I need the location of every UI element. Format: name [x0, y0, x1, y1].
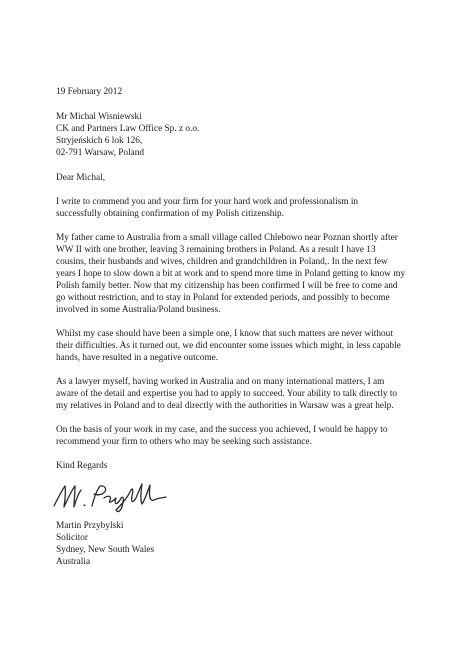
paragraph-line: I write to commend you and your firm for your hard work and professionalism in	[56, 197, 359, 207]
letter-body	[56, 86, 436, 568]
closing: Kind Regards	[56, 461, 108, 471]
recipient-name: Mr Michal Wisniewski	[56, 112, 142, 122]
paragraph-line: As a lawyer myself, having worked in Australia and on many international matters, I am	[56, 377, 385, 387]
paragraph-line: involved in some Australia/Poland business.	[56, 305, 221, 315]
handwritten-signature	[50, 476, 170, 516]
paragraph-family-background	[56, 232, 436, 316]
recipient-firm: CK and Partners Law Office Sp. z o.o.	[56, 124, 200, 134]
paragraph-line: On the basis of your work in my case, and the success you achieved, I would be happy to	[56, 425, 388, 435]
paragraph-line: successfully obtaining confirmation of my Polish citizenship.	[56, 209, 284, 219]
paragraph-line: cousins, their husbands and wives, children and grandchildren in Poland,. In the next few	[56, 257, 388, 267]
paragraph-line: Whilst my case should have been a simple one, I know that such matters are never without	[56, 329, 393, 339]
signer-city: Sydney, New South Wales	[56, 545, 155, 555]
letter-date: 19 February 2012	[56, 87, 123, 97]
paragraph-line: their difficulties. As it turned out, we did encounter some issues which might, in less capable	[56, 341, 401, 351]
paragraph-line: years I hope to slow down a bit at work and to spend more time in Poland getting to know my	[56, 269, 406, 279]
paragraph-line: WW II with one brother, leaving 3 remaining brothers in Poland. As a result I have 13	[56, 245, 376, 255]
paragraph-expertise	[56, 376, 436, 412]
paragraph-recommendation	[56, 424, 436, 448]
signer-block	[56, 520, 436, 568]
paragraph-difficulties	[56, 328, 436, 364]
recipient-city: 02-791 Warsaw, Poland	[56, 148, 145, 158]
salutation: Dear Michal,	[56, 173, 106, 183]
recipient-address	[56, 111, 436, 159]
paragraph-commendation	[56, 196, 436, 220]
paragraph-line: hands, have resulted in a negative outcome.	[56, 353, 219, 363]
signer-title: Solicitor	[56, 533, 89, 543]
paragraph-line: recommend your firm to others who may be seeking such assistance.	[56, 437, 312, 447]
recipient-street: Stryjeńskich 6 lok 126,	[56, 136, 143, 146]
paragraph-line: aware of the detail and expertise you had to apply to succeed. Your ability to talk directly to	[56, 389, 398, 399]
paragraph-line: go without restriction, and to stay in Poland for extended periods, and possibly to become	[56, 293, 390, 303]
paragraph-line: My father came to Australia from a small village called Chlebowo near Poznan shortly after	[56, 233, 398, 243]
signer-country: Australia	[56, 557, 91, 567]
signer-name: Martin Przybylski	[56, 521, 124, 531]
paragraph-line: my relatives in Poland and to deal directly with the authorities in Warsaw was a great help.	[56, 401, 394, 411]
paragraph-line: Polish family better. Now that my citizenship has been confirmed I will be free to come and	[56, 281, 398, 291]
